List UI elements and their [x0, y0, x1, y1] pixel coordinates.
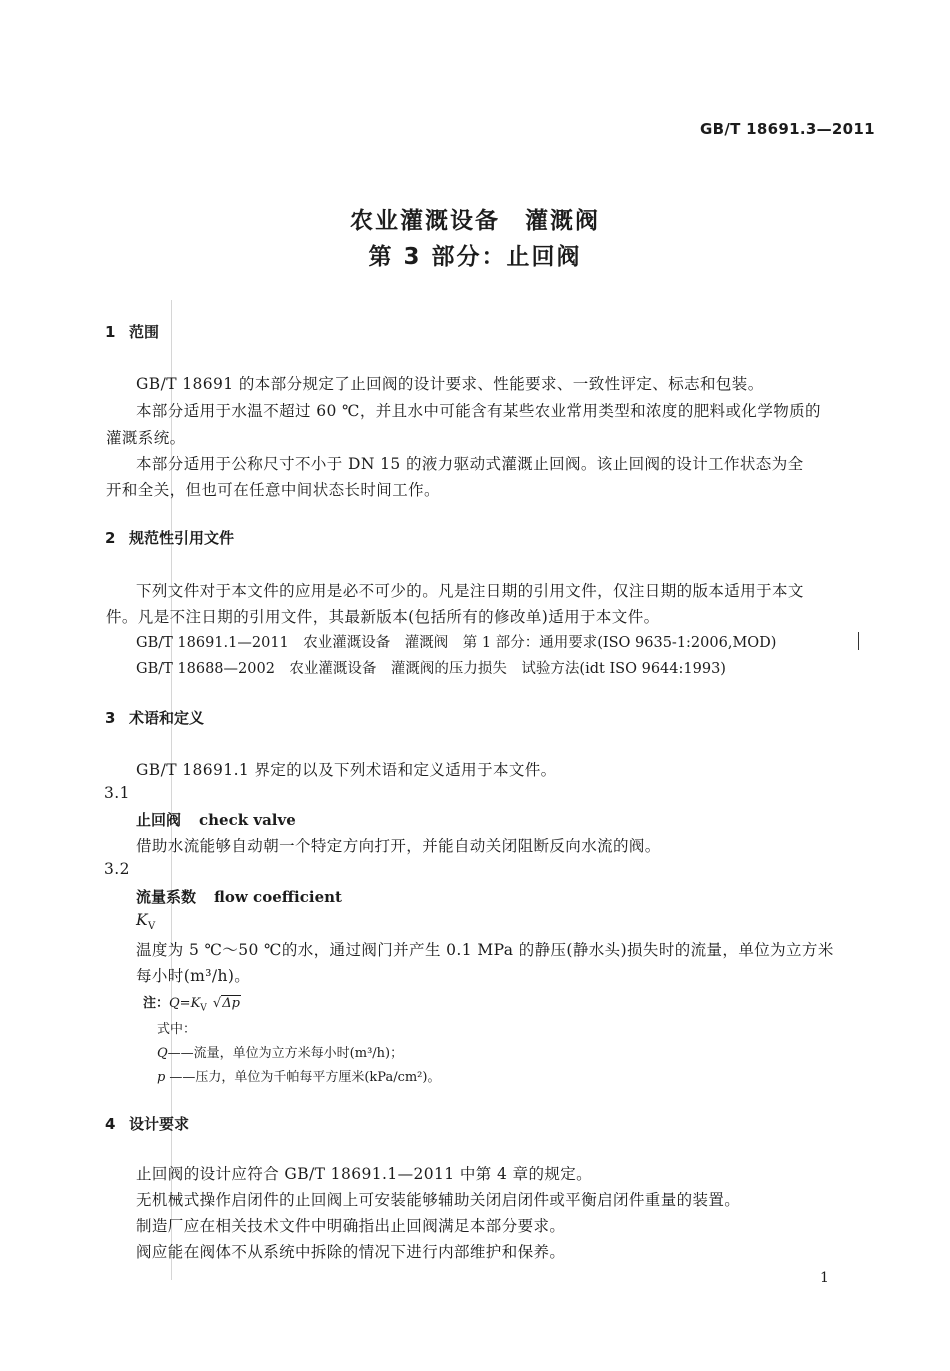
section-number: 4: [105, 1115, 116, 1133]
note-variable-q: Q——流量，单位为立方米每小时(m³/h)；: [157, 1046, 404, 1061]
clause-number: 3.2: [104, 860, 130, 878]
note-variable-p: p ——压力，单位为千帕每平方厘米(kPa/cm²)。: [157, 1070, 441, 1085]
revision-mark: [858, 632, 859, 650]
term-definition: 借助水流能够自动朝一个特定方向打开，并能自动关闭阻断反向水流的阀。: [136, 837, 661, 855]
paragraph: 无机械式操作启闭件的止回阀上可安装能够辅助关闭启闭件或平衡启闭件重量的装置。: [136, 1191, 741, 1209]
section-1-heading: [105, 321, 159, 342]
paragraph: 本部分适用于公称尺寸不小于 DN 15 的液力驱动式灌溉止回阀。该止回阀的设计工作状态为全: [136, 455, 804, 473]
paragraph-continuation: 灌溉系统。: [106, 429, 186, 447]
term-chinese: 流量系数: [136, 888, 197, 906]
section-title: 范围: [129, 323, 160, 341]
standard-code: GB/T 18691.3—2011: [700, 120, 875, 138]
page-number: 1: [820, 1270, 829, 1286]
section-2-heading: [105, 527, 234, 548]
clause-number: 3.1: [104, 784, 130, 802]
paragraph: GB/T 18691.1 界定的以及下列术语和定义适用于本文件。: [136, 761, 557, 779]
term-english: flow coefficient: [214, 888, 342, 906]
term-definition-continuation: 每小时(m³/h)。: [136, 967, 251, 985]
paragraph: 止回阀的设计应符合 GB/T 18691.1—2011 中第 4 章的规定。: [136, 1165, 593, 1183]
section-3-heading: [105, 707, 204, 728]
section-number: 1: [105, 323, 116, 341]
paragraph: 下列文件对于本文件的应用是必不可少的。凡是注日期的引用文件，仅注日期的版本适用于本文: [136, 582, 804, 600]
sqrt-operand: Δp: [222, 996, 240, 1011]
section-number: 2: [105, 529, 116, 547]
section-4-heading: [105, 1113, 189, 1134]
document-subtitle: 第 3 部分：止回阀: [368, 244, 582, 270]
paragraph: GB/T 18691 的本部分规定了止回阀的设计要求、性能要求、一致性评定、标志和包装。: [136, 375, 764, 393]
term-english: check valve: [199, 811, 296, 829]
normative-reference: GB/T 18688—2002 农业灌溉设备 灌溉阀的压力损失 试验方法(idt ISO 9644:1993): [136, 661, 726, 677]
term-chinese: 止回阀: [136, 811, 182, 829]
paragraph: 制造厂应在相关技术文件中明确指出止回阀满足本部分要求。: [136, 1217, 566, 1235]
paragraph: 本部分适用于水温不超过 60 ℃，并且水中可能含有某些农业常用类型和浓度的肥料或化学物质的: [136, 402, 821, 420]
term-heading: [136, 886, 342, 907]
section-title: 规范性引用文件: [129, 529, 235, 547]
section-number: 3: [105, 709, 116, 727]
term-definition: 温度为 5 ℃～50 ℃的水，通过阀门并产生 0.1 MPa 的静压(静水头)损失时的流量，单位为立方米: [136, 941, 834, 959]
note-where: 式中：: [157, 1022, 197, 1037]
term-heading: [136, 809, 296, 830]
note-label: 注：: [143, 996, 170, 1011]
paragraph-continuation: 件。凡是不注日期的引用文件，其最新版本(包括所有的修改单)适用于本文件。: [106, 608, 660, 626]
section-title: 术语和定义: [129, 709, 205, 727]
note-formula: 注：$Q=K_V$ √Δp: [143, 996, 240, 1014]
paragraph: 阀应能在阀体不从系统中拆除的情况下进行内部维护和保养。: [136, 1243, 566, 1261]
term-symbol: $K_V$: [136, 911, 156, 933]
document-title: 农业灌溉设备 灌溉阀: [350, 208, 600, 234]
normative-reference: GB/T 18691.1—2011 农业灌溉设备 灌溉阀 第 1 部分：通用要求(ISO 9635-1:2006,MOD): [136, 635, 777, 651]
paragraph-continuation: 开和全关，但也可在任意中间状态长时间工作。: [106, 481, 440, 499]
section-title: 设计要求: [129, 1115, 190, 1133]
